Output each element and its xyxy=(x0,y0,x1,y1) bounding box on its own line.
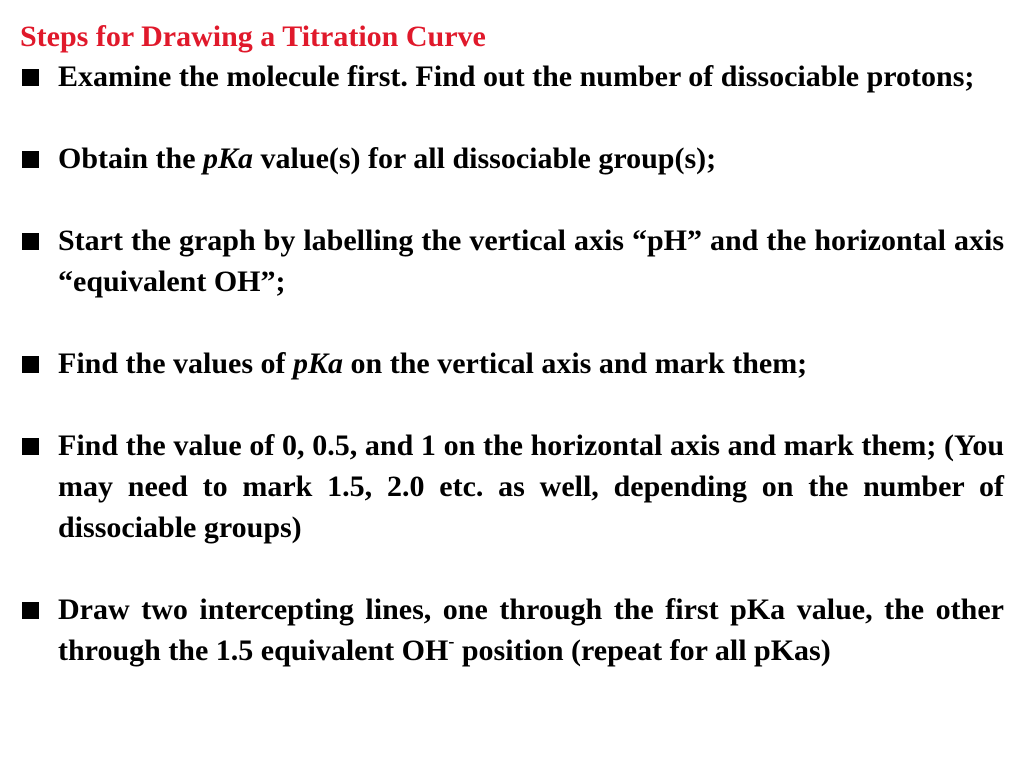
bullet-text: Find the value of 0, 0.5, and 1 on the horizontal axis and mark them; (You may need to mark 1.5, 2.0 etc. as well, depending on the number of dissociable groups) xyxy=(58,429,1004,544)
bullet-item-label-axes xyxy=(20,220,1004,302)
superscript-minus: - xyxy=(448,631,455,651)
bullet-text-pre: Obtain the xyxy=(58,142,204,175)
square-bullet-icon xyxy=(22,233,39,250)
bullet-text-emphasis: pKa xyxy=(203,142,254,175)
bullet-item-draw-lines xyxy=(20,589,1004,671)
bullet-text: Start the graph by labelling the vertical axis “pH” and the horizontal axis “equivalent OH”; xyxy=(58,224,1004,298)
bullet-item-examine-molecule xyxy=(20,56,1004,97)
square-bullet-icon xyxy=(22,69,39,86)
square-bullet-icon xyxy=(22,438,39,455)
bullet-text: Examine the molecule first. Find out the number of dissociable protons; xyxy=(58,60,975,93)
bullet-text-post: value(s) for all dissociable group(s); xyxy=(253,142,717,175)
bullet-text-emphasis: pKa xyxy=(293,347,344,380)
page-title: Steps for Drawing a Titration Curve xyxy=(20,20,486,53)
bullet-text-pre: Find the values of xyxy=(58,347,294,380)
square-bullet-icon xyxy=(22,602,39,619)
bullet-item-mark-pka xyxy=(20,343,1004,384)
bullet-item-mark-equivalents xyxy=(20,425,1004,548)
bullet-text-post: position (repeat for all pKas) xyxy=(454,634,831,667)
bullet-text-post: on the vertical axis and mark them; xyxy=(343,347,808,380)
bullet-item-obtain-pka xyxy=(20,138,1004,179)
bullet-list xyxy=(20,56,1004,671)
bullet-text-pre: Draw two intercepting lines, one through the first pKa value, the other through the 1.5 equivalent OH xyxy=(58,593,1004,667)
square-bullet-icon xyxy=(22,151,39,168)
square-bullet-icon xyxy=(22,356,39,373)
